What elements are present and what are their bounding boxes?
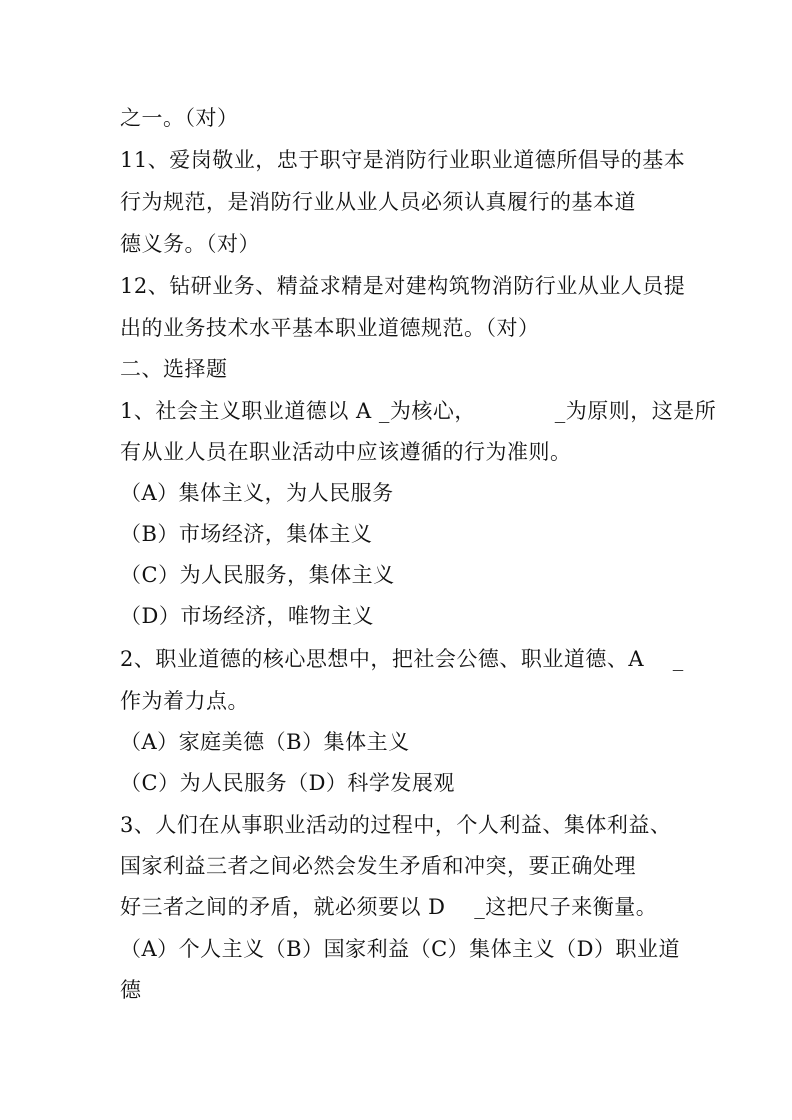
question-2-line-2: 作为着力点。 [120, 689, 249, 713]
question-3-line-3: 好三者之间的矛盾，就必须要以 D _这把尺子来衡量。 [120, 895, 658, 919]
question-3-line-1: 3、人们在从事职业活动的过程中，个人利益、集体利益、 [120, 813, 672, 837]
text-line-4: 德义务。（对） [120, 232, 260, 256]
text-line-3: 行为规范，是消防行业从业人员必须认真履行的基本道 [120, 190, 636, 214]
question-2-options-ab: （A）家庭美德（B）集体主义 [120, 730, 410, 754]
question-1-line-1: 1、社会主义职业道德以 A _为核心， _为原则，这是所 [120, 399, 717, 423]
text-line-6: 出的业务技术水平基本职业道德规范。（对） [120, 316, 540, 340]
question-1-option-b: （B）市场经济，集体主义 [120, 522, 373, 546]
text-line-2: 11、爱岗敬业，忠于职守是消防行业职业道德所倡导的基本 [120, 148, 686, 172]
question-1-line-2: 有从业人员在职业活动中应该遵循的行为准则。 [120, 440, 572, 464]
question-3-options: （A）个人主义（B）国家利益（C）集体主义（D）职业道 [120, 937, 681, 961]
question-2-options-cd: （C）为人民服务（D）科学发展观 [120, 771, 455, 795]
question-2-line-1: 2、职业道德的核心思想中，把社会公德、职业道德、A _ [120, 647, 684, 671]
text-line-5: 12、钻研业务、精益求精是对建构筑物消防行业从业人员提 [120, 274, 686, 298]
section-heading: 二、选择题 [120, 357, 228, 381]
question-1-option-a: （A）集体主义，为人民服务 [120, 481, 394, 505]
question-1-option-c: （C）为人民服务，集体主义 [120, 563, 395, 587]
text-line-1: 之一。（对） [120, 106, 239, 130]
question-3-line-2: 国家利益三者之间必然会发生矛盾和冲突，要正确处理 [120, 854, 636, 878]
question-3-options-cont: 德 [120, 978, 142, 1002]
question-1-option-d: （D）市场经济，唯物主义 [120, 604, 374, 628]
